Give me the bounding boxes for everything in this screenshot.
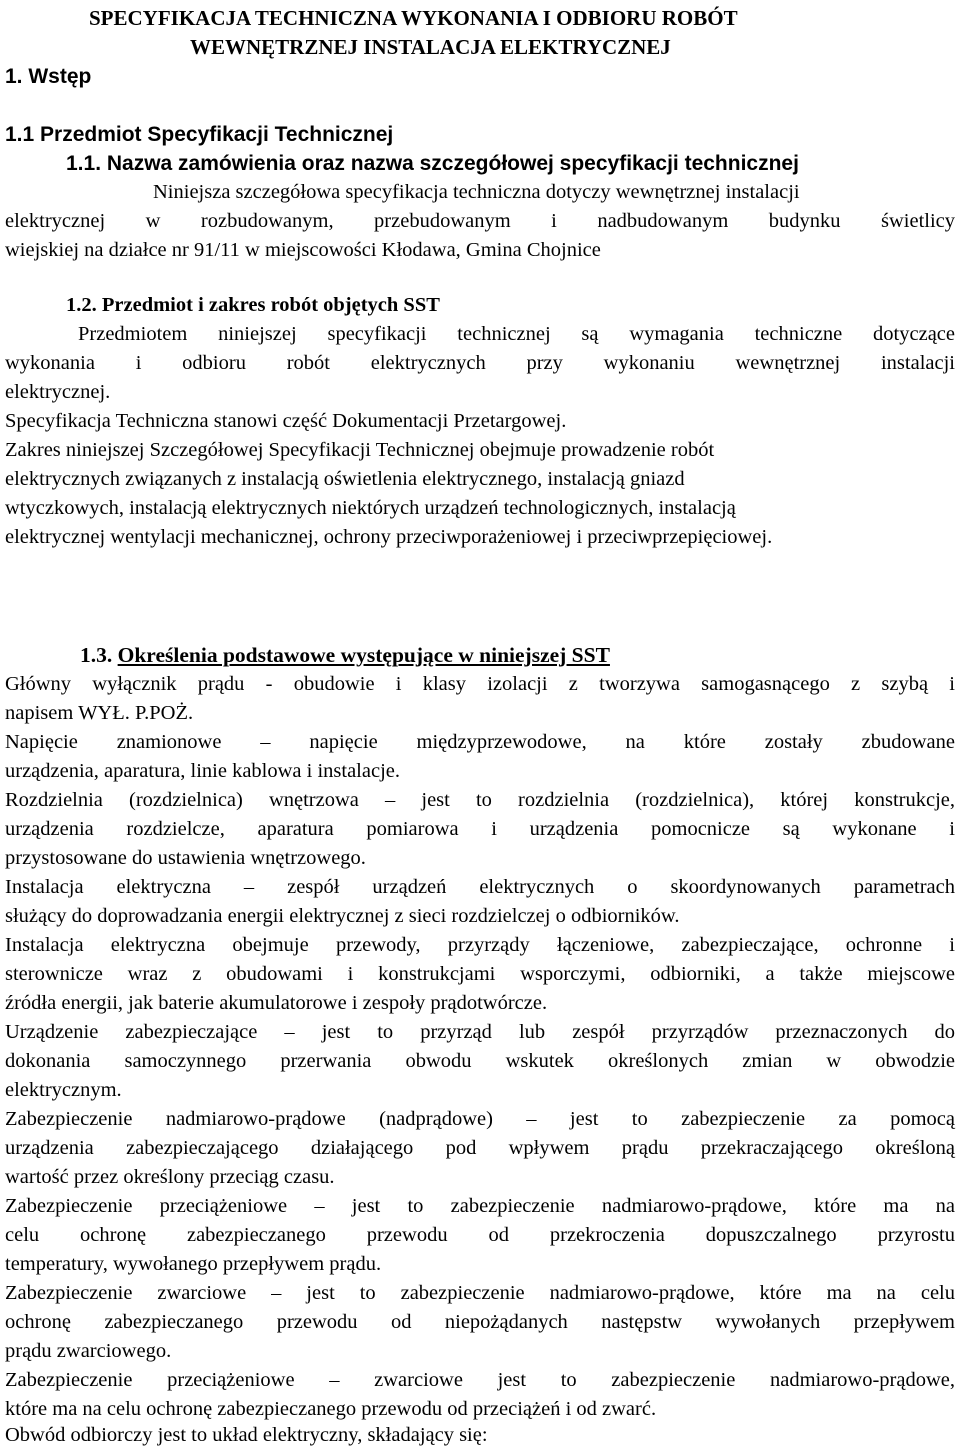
definition-line: sterownicze wraz z obudowami i konstrukcjami wsporczymi, odbiorniki, a także miejscowe: [5, 963, 955, 985]
definition-line: urządzenia, aparatura, linie kablowa i instalacje.: [5, 760, 400, 782]
definition-line: ochronę zabezpieczanego przewodu od niepożądanych następstw wywołanych przepływem: [5, 1311, 955, 1333]
paragraph-line: elektrycznej.: [5, 381, 111, 403]
definition-line: urządzenia rozdzielcze, aparatura pomiarowa i urządzenia pomocnicze są wykonane i: [5, 818, 955, 840]
section-1-2-heading: 1.2. Przedmiot i zakres robót objętych SST: [66, 294, 440, 316]
definition-line: wartość przez określony przeciąg czasu.: [5, 1166, 335, 1188]
paragraph-line: Specyfikacja Techniczna stanowi część Dokumentacji Przetargowej.: [5, 410, 567, 432]
definition-line: Zabezpieczenie zwarciowe – jest to zabezpieczenie nadmiarowo-prądowe, które ma na celu: [5, 1282, 955, 1304]
document-title-line-2: WEWNĘTRZNEJ INSTALACJA ELEKTRYCZNEJ: [190, 35, 671, 59]
section-1-heading: 1. Wstęp: [5, 65, 92, 88]
paragraph-line: wtyczkowych, instalacją elektrycznych niektórych urządzeń technologicznych, instalacją: [5, 497, 736, 519]
paragraph-line: elektrycznej wentylacji mechanicznej, ochrony przeciwporażeniowej i przeciwprzepięciowej.: [5, 526, 773, 548]
paragraph-line: wykonania i odbioru robót elektrycznych przy wykonaniu wewnętrznej instalacji: [5, 352, 955, 374]
section-1-3-number: 1.3.: [80, 643, 113, 667]
definition-line: Instalacja elektryczna obejmuje przewody, przyrządy łączeniowe, zabezpieczające, ochronne i: [5, 934, 955, 956]
definition-line: źródła energii, jak baterie akumulatorowe i zespoły prądotwórcze.: [5, 992, 548, 1014]
document-title-line-1: SPECYFIKACJA TECHNICZNA WYKONANIA I ODBIORU ROBÓT: [89, 6, 738, 30]
definition-line: dokonania samoczynnego przerwania obwodu wskutek określonych zmian w obwodzie: [5, 1050, 955, 1072]
definition-line: Zabezpieczenie nadmiarowo-prądowe (nadprądowe) – jest to zabezpieczenie za pomocą: [5, 1108, 955, 1130]
paragraph-line: elektrycznych związanych z instalacją oświetlenia elektrycznego, instalacją gniazd: [5, 468, 685, 490]
paragraph-line: Niniejsza szczegółowa specyfikacja techniczna dotyczy wewnętrznej instalacji: [153, 181, 800, 203]
definition-line: Urządzenie zabezpieczające – jest to przyrząd lub zespół przyrządów przeznaczonych do: [5, 1021, 955, 1043]
definition-line: temperatury, wywołanego przepływem prądu.: [5, 1253, 382, 1275]
definition-line: Instalacja elektryczna – zespół urządzeń elektrycznych o skoordynowanych parametrach: [5, 876, 955, 898]
definition-line: Obwód odbiorczy jest to układ elektryczny, składający się:: [5, 1424, 488, 1446]
definition-line: Rozdzielnia (rozdzielnica) wnętrzowa – jest to rozdzielnia (rozdzielnica), której konstrukcje,: [5, 789, 955, 811]
definition-line: służący do doprowadzania energii elektrycznej z sieci rozdzielczej o odbiorników.: [5, 905, 680, 927]
definition-line: urządzenia zabezpieczającego działającego pod wpływem prądu przekraczającego określoną: [5, 1137, 955, 1159]
definition-line: które ma na celu ochronę zabezpieczanego przewodu od przeciążeń i od zwarć.: [5, 1398, 657, 1420]
paragraph-line: Przedmiotem niniejszej specyfikacji technicznej są wymagania techniczne dotyczące: [78, 323, 955, 345]
paragraph-line: Zakres niniejszej Szczegółowej Specyfikacji Technicznej obejmuje prowadzenie robót: [5, 439, 715, 461]
definition-line: Zabezpieczenie przeciążeniowe – zwarciowe jest to zabezpieczenie nadmiarowo-prądowe,: [5, 1369, 955, 1391]
definition-line: celu ochronę zabezpieczanego przewodu od przekroczenia dopuszczalnego przyrostu: [5, 1224, 955, 1246]
definition-line: Główny wyłącznik prądu - obudowie i klasy izolacji z tworzywa samogasnącego z szybą i: [5, 673, 955, 695]
section-1-1-heading: 1.1 Przedmiot Specyfikacji Technicznej: [5, 123, 394, 146]
definition-line: prądu zwarciowego.: [5, 1340, 172, 1362]
definition-line: elektrycznym.: [5, 1079, 122, 1101]
paragraph-line: wiejskiej na działce nr 91/11 w miejscowości Kłodawa, Gmina Chojnice: [5, 239, 601, 261]
definition-line: Zabezpieczenie przeciążeniowe – jest to zabezpieczenie nadmiarowo-prądowe, które ma na: [5, 1195, 955, 1217]
definition-line: napisem WYŁ. P.POŻ.: [5, 702, 194, 724]
section-1-3-heading: [80, 641, 610, 670]
paragraph-line: elektrycznej w rozbudowanym, przebudowanym i nadbudowanym budynku świetlicy: [5, 210, 955, 232]
definition-line: przystosowane do ustawienia wnętrzowego.: [5, 847, 366, 869]
section-1-1-1-heading: 1.1. Nazwa zamówienia oraz nazwa szczegółowej specyfikacji technicznej: [66, 152, 799, 175]
definition-line: Napięcie znamionowe – napięcie międzyprzewodowe, na które zostały zbudowane: [5, 731, 955, 753]
section-1-3-title: Określenia podstawowe występujące w niniejszej SST: [117, 643, 610, 667]
